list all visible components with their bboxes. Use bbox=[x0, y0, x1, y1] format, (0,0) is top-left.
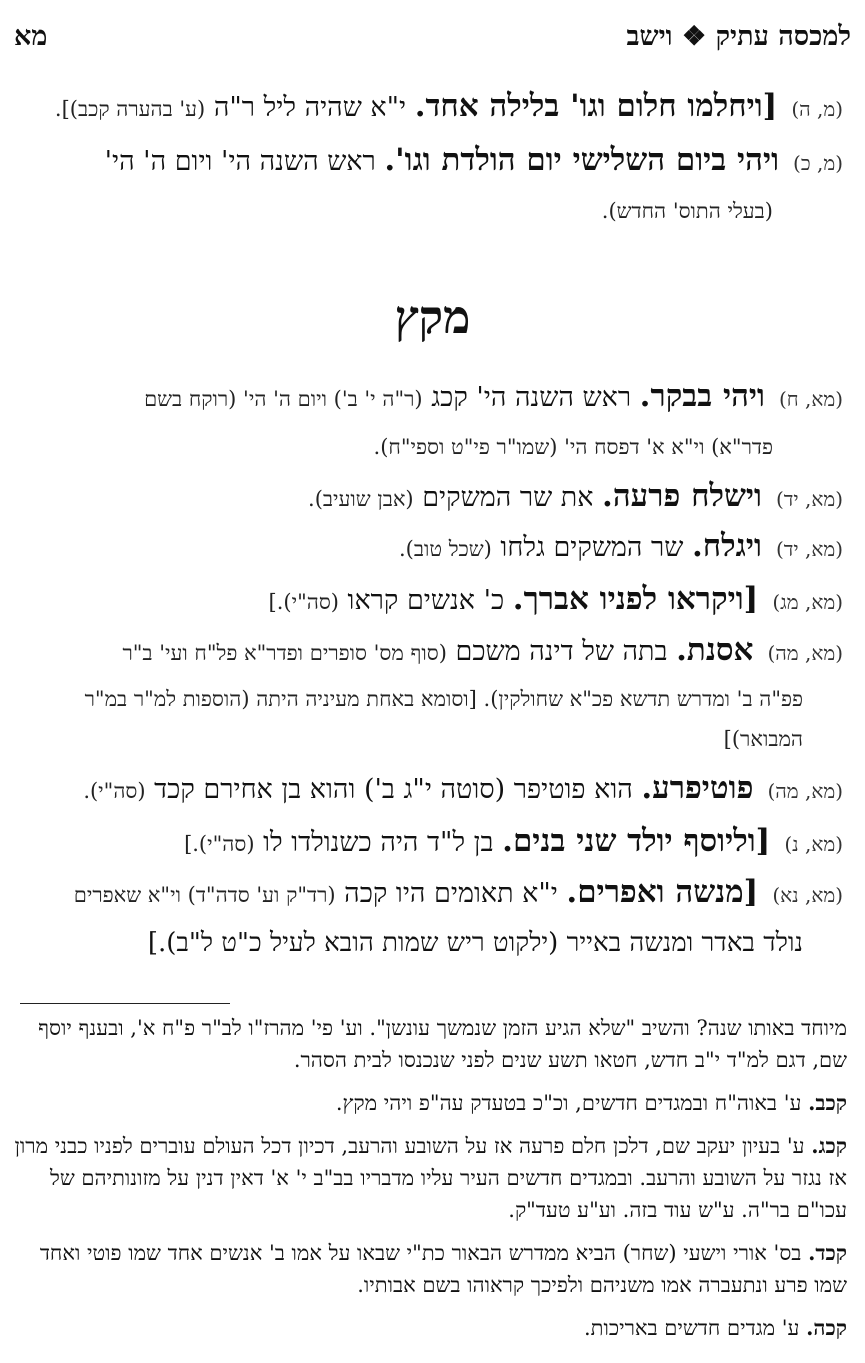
entry-text: ראש השנה הי' קכג bbox=[422, 382, 640, 413]
footnotes bbox=[14, 1012, 847, 1355]
footnote bbox=[14, 1237, 847, 1301]
verse-reference: (מא, ח) bbox=[778, 387, 843, 411]
verse-reference: (מא, מה) bbox=[767, 641, 843, 665]
commentary-entry bbox=[14, 80, 843, 135]
footnote bbox=[14, 1087, 847, 1119]
entry-text: את שר המשקים bbox=[413, 482, 603, 513]
commentary-entry bbox=[14, 134, 843, 233]
verse-lemma: וישלח פרעה. bbox=[602, 478, 762, 514]
footnote bbox=[14, 1012, 847, 1076]
entry-source: (סה"י).] bbox=[268, 590, 339, 614]
verse-lemma: [ויחלמו חלום וגו' בלילה אחד. bbox=[414, 88, 778, 124]
commentary-entry bbox=[14, 573, 843, 628]
entry-text: י"א תאומים היו קכה bbox=[335, 878, 567, 909]
verse-lemma: [ויקראו לפניו אברך. bbox=[512, 581, 759, 617]
footnote-text: ע' בעיון יעקב שם, דלכן חלם פרעה אז על השובע והרעב, דכיון דכל העולם עוברים לפניו כבני מרון אז נגזר על השובע והרעב. ובמגדים חדשים העיר עליו מדבריו בב"ב י' א' דאין דנין על מזונותיהם של עכו"ם בר"ה. ע"ש עוד בזה. וע"ע טעד"ק. bbox=[14, 1134, 847, 1222]
entry-continuation: נולד באדר ומנשה באייר (ילקוט ריש שמות הובא לעיל כ"ט ל"ב).] bbox=[147, 928, 803, 958]
entry-continuation: פפ"ה ב' ומדרש תדשא פכ"א שחולקין). [וסומא באחת מעיניה היתה (הוספות למ"ר במ"ר המבואר)] bbox=[84, 687, 803, 751]
entry-source: (סוף מס' סופרים ופדר"א פל"ח ועי' ב"ר bbox=[122, 641, 447, 665]
verse-reference: (מא, מה) bbox=[767, 779, 843, 803]
verse-lemma: ויהי ביום השלישי יום הולדת וגו'. bbox=[384, 142, 780, 178]
verse-lemma: [וליוסף יולד שני בנים. bbox=[502, 823, 771, 859]
commentary-entry bbox=[14, 624, 843, 759]
footnote-label: קכד. bbox=[808, 1240, 847, 1265]
entry-continuation: פדר"א) וי"א א' דפסח הי' (שמו"ר פי"ט וספי"ח). bbox=[373, 435, 773, 459]
commentary-entry bbox=[14, 815, 843, 870]
commentary-entry bbox=[14, 370, 843, 469]
footnote-label: קכג. bbox=[811, 1133, 847, 1158]
footnote-text: ע' מגדים חדשים באריכות. bbox=[583, 1316, 807, 1340]
entry-text: ראש השנה הי' ויום ה' הי' bbox=[104, 146, 385, 177]
commentary-entry bbox=[14, 762, 843, 817]
footnote-text: בס' אורי וישעי (שחר) הביא ממדרש הבאור כת"י שבאו על אמו ב' אנשים אחד שמו פוטי ואחד שמו פרע ונתעברה אמו משניהם ולפיכך קראוהו בשם אבותיו. bbox=[39, 1241, 847, 1297]
page-header bbox=[14, 16, 851, 56]
verse-reference: (מא, יד) bbox=[775, 487, 843, 511]
entry-source: (אבן שועיב). bbox=[308, 487, 414, 511]
entry-text: בתה של דינה משכם bbox=[446, 636, 677, 667]
verse-reference: (מא, נא) bbox=[772, 883, 843, 907]
footnote-divider bbox=[20, 1003, 230, 1004]
verse-reference: (מא, מג) bbox=[772, 590, 843, 614]
verse-reference: (מ, כ) bbox=[793, 151, 843, 175]
entry-text: הוא פוטיפר (סוטה י"ג ב') והוא בן אחירם קכד bbox=[145, 774, 642, 805]
footnote-text: ע' באוה"ח ובמגדים חדשים, וכ"כ בטעדק עה"פ ויהי מקץ. bbox=[335, 1091, 809, 1115]
entry-continuation: (בעלי התוס' החדש). bbox=[601, 199, 773, 223]
entry-source: (סה"י).] bbox=[184, 832, 255, 856]
footnote-label: קכב. bbox=[808, 1090, 847, 1115]
verse-lemma: ויהי בבקר. bbox=[639, 378, 765, 414]
verse-reference: (מ, ה) bbox=[791, 97, 843, 121]
verse-lemma: ויגלח. bbox=[692, 528, 762, 564]
footnote bbox=[14, 1312, 847, 1344]
entry-text: שר המשקים גלחו bbox=[491, 532, 693, 563]
parsha-heading: מקץ bbox=[394, 290, 471, 344]
page-number: מא bbox=[14, 20, 48, 52]
footnote-label: קכה. bbox=[806, 1315, 847, 1340]
verse-lemma: פוטיפרע. bbox=[641, 770, 754, 806]
entry-source: (סה"י). bbox=[83, 779, 146, 803]
footnote-text: מיוחד באותו שנה? והשיב "שלא הגיע הזמן שנמשך עונשן". וע' פי' מהרז"ו לב"ר פ"ח א', ובענף יוסף שם, דגם למ"ד י"ב חדש, חטאו תשע שנים לפני שנכנסו לבית הסהר. bbox=[38, 1016, 847, 1072]
commentary-entry bbox=[14, 520, 843, 575]
entry-source: (ע' בהערה קכב)]. bbox=[54, 97, 206, 121]
entry-text: בן ל"ד היה כשנולדו לו bbox=[254, 827, 503, 858]
verse-reference: (מא, נ) bbox=[784, 832, 843, 856]
running-title: למכסה עתיק ❖ וישב bbox=[626, 20, 851, 52]
verse-lemma: [מנשה ואפרים. bbox=[566, 874, 759, 910]
entry-source: (רד"ק וע' סדה"ד) וי"א שאפרים bbox=[73, 883, 336, 907]
entry-source: (ר"ה י' ב') ויום ה' הי' (רוקח בשם bbox=[144, 387, 423, 411]
entry-source: (שכל טוב). bbox=[398, 537, 492, 561]
verse-lemma: אסנת. bbox=[676, 632, 754, 668]
commentary-entry bbox=[14, 470, 843, 525]
footnote bbox=[14, 1130, 847, 1226]
commentary-entry bbox=[14, 866, 843, 965]
entry-text: י"א שהיה ליל ר"ה bbox=[205, 92, 415, 123]
verse-reference: (מא, יד) bbox=[775, 537, 843, 561]
entry-text: כ' אנשים קראו bbox=[338, 585, 513, 616]
